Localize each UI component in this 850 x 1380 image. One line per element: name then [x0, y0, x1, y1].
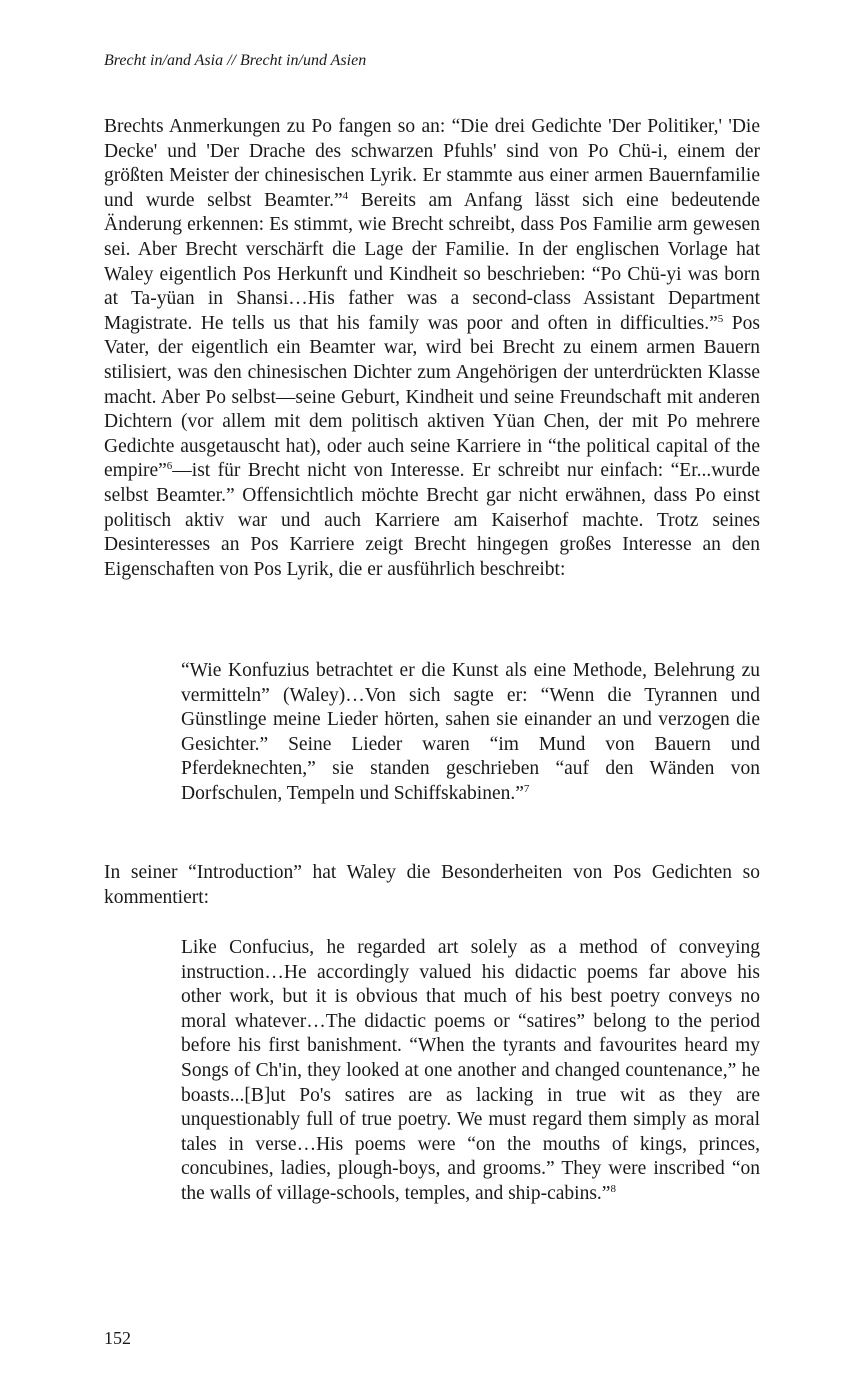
quote-text: Like Confucius, he regarded art solely as a method of conveying instruction…He accordingly valued his didactic poems far above his other work, but it is obvious that much of his best poetry conveys no moral whatever…The didactic poems or “satires” belong to the period before his first banishment. “When the tyrants and favourites heard my Songs of Ch'in, they looked at one another and changed countenance,” he boasts...[B]ut Po's satires are as lacking in true wit as they are unquestionably full of true poetry. We must regard them simply as moral tales in verse…His poems were “on the mouths of kings, princes, concubines, ladies, plough-boys, and grooms.” They were inscribed “on the walls of village-schools, temples, and ship-cabins.” — [181, 937, 760, 1204]
footnote-marker: 8 — [610, 1182, 616, 1195]
paragraph-text: In seiner “Introduction” hat Waley die Besonderheiten von Pos Gedichten so kommentiert: — [104, 862, 760, 908]
paragraph-text: Bereits am Anfang lässt sich eine bedeutende Änderung erkennen: Es stimmt, wie Brecht schreibt, dass Pos Familie arm gewesen sei. Aber Brecht verschärft die Lage der Familie. In der englischen Vorlage hat Waley eigentlich Pos Herkunft und Kindheit so beschrieben: “Po Chü-yi was born at Ta-yüan in Shansi…His father was a second-class Assistant Department Magistrate. He tells us that his family was poor and often in difficulties.” — [104, 189, 760, 334]
body-paragraph-1 — [104, 115, 760, 582]
paragraph-text: —ist für Brecht nicht von Interesse. Er schreibt nur einfach: “Er...wurde selbst Beamter.” Offensichtlich möchte Brecht gar nicht erwähnen, dass Po einst politisch aktiv war und auch Karriere am Kaiserhof machte. Trotz seines Desinteresses an Pos Karriere zeigt Brecht hingegen großes Interesse an den Eigenschaften von Pos Lyrik, die er ausführlich beschreibt: — [104, 460, 760, 580]
page-number: 152 — [104, 1328, 131, 1348]
block-quote-1 — [181, 659, 760, 807]
paragraph-text: Pos Vater, der eigentlich ein Beamter war, wird bei Brecht zu einem armen Bauern stilisiert, was den chinesischen Dichter zum Angehörigen der unterdrückten Klasse macht. Aber Po selbst—seine Geburt, Kindheit und seine Freundschaft mit anderen Dichtern (vor allem mit dem politisch aktiven Yüan Chen, der mit Po mehrere Gedichte ausgetauscht hat), oder auch seine Karriere in “the political capital of the empire” — [104, 312, 760, 482]
footnote-marker: 6 — [166, 460, 173, 473]
block-quote-2 — [181, 936, 760, 1207]
paragraph-text: Brechts Anmerkungen zu Po fangen so an: “Die drei Gedichte 'Der Politiker,' 'Die Decke' und 'Der Drache des schwarzen Pfuhls' sind von Po Chü-i, einem der größten Meister der chinesischen Lyrik. Er stammte aus einer armen Bauernfamilie und wurde selbst Beamter.” — [104, 116, 760, 211]
running-head: Brecht in/and Asia // Brecht in/und Asien — [104, 52, 367, 69]
footnote-marker: 4 — [342, 189, 349, 202]
footnote-marker: 5 — [717, 312, 724, 325]
quote-text: “Wie Konfuzius betrachtet er die Kunst als eine Methode, Belehrung zu vermitteln” (Waley)…Von sich sagte er: “Wenn die Tyrannen und Günstlinge meine Lieder hörten, sahen sie einander an und verzogen die Gesichter.” Seine Lieder waren “im Mund von Bauern und Pferdeknechten,” sie standen geschrieben “auf den Wänden von Dorfschulen, Tempeln und Schiffskabinen.” — [181, 660, 760, 804]
footnote-marker: 7 — [523, 782, 530, 795]
body-paragraph-2 — [104, 861, 760, 910]
